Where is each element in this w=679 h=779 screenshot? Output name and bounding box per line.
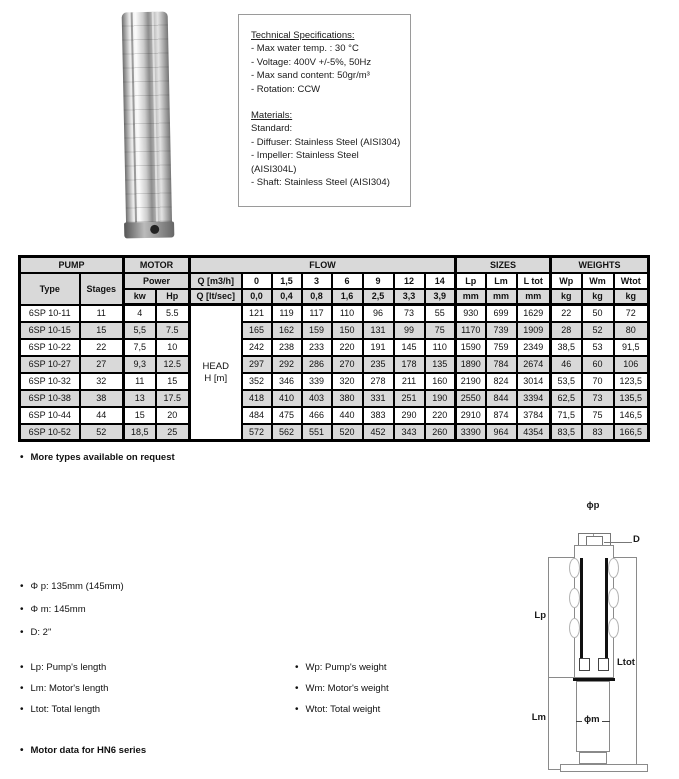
flow-tick-lt: 0,0: [242, 289, 272, 305]
col-stages: Stages: [80, 273, 124, 305]
table-cell: 178: [394, 356, 425, 373]
pump-photo-motor-cap: [124, 221, 174, 238]
table-cell: 117: [302, 305, 332, 322]
table-cell: 25: [156, 424, 190, 441]
table-cell: 292: [272, 356, 302, 373]
table-cell: 5,5: [124, 322, 156, 339]
table-cell: 1590: [456, 339, 486, 356]
table-cell: 297: [242, 356, 272, 373]
unit-kg: kg: [551, 289, 582, 305]
table-cell: 352: [242, 373, 272, 390]
table-cell: 15: [124, 407, 156, 424]
table-cell: 60: [582, 356, 614, 373]
table-cell: 220: [332, 339, 363, 356]
table-cell: 123,5: [614, 373, 649, 390]
pump-bump: [608, 558, 619, 578]
table-cell: 110: [425, 339, 456, 356]
cable-guard-right: [605, 558, 608, 658]
table-cell: 383: [363, 407, 394, 424]
flow-tick: 12: [394, 273, 425, 289]
flow-tick: 6: [332, 273, 363, 289]
table-cell: 75: [582, 407, 614, 424]
table-cell: 6SP 10-11: [20, 305, 80, 322]
pump-photo-cable-port: [150, 225, 159, 234]
motor-foot: [579, 752, 607, 764]
table-cell: 475: [272, 407, 302, 424]
table-cell: 53: [582, 339, 614, 356]
table-cell: 320: [332, 373, 363, 390]
table-cell: 121: [242, 305, 272, 322]
tech-specs-box: [238, 14, 411, 207]
table-row: [20, 305, 649, 322]
table-cell: 12.5: [156, 356, 190, 373]
table-cell: 80: [614, 322, 649, 339]
flow-tick-lt: 0,4: [272, 289, 302, 305]
table-cell: 930: [456, 305, 486, 322]
table-cell: 83,5: [551, 424, 582, 441]
table-cell: 15: [80, 322, 124, 339]
note-phi-m: • Φ m: 145mm: [20, 604, 86, 615]
note-ltot: • Ltot: Total length: [20, 704, 100, 715]
note-more-types: • More types available on request: [20, 452, 175, 463]
table-cell: 346: [272, 373, 302, 390]
table-cell: 9,3: [124, 356, 156, 373]
table-cell: 160: [425, 373, 456, 390]
table-cell: 190: [425, 390, 456, 407]
unit-mm: mm: [517, 289, 551, 305]
pump-photo-stage-bands: [122, 12, 172, 227]
table-cell: 7.5: [156, 322, 190, 339]
table-cell: 28: [551, 322, 582, 339]
table-cell: 2910: [456, 407, 486, 424]
table-cell: 6SP 10-52: [20, 424, 80, 441]
table-cell: 551: [302, 424, 332, 441]
table-cell: 220: [425, 407, 456, 424]
table-cell: 339: [302, 373, 332, 390]
table-cell: 15: [156, 373, 190, 390]
table-cell: 1170: [456, 322, 486, 339]
table-cell: 2550: [456, 390, 486, 407]
table-cell: 150: [332, 322, 363, 339]
note-lp: • Lp: Pump's length: [20, 662, 106, 673]
pump-photo-body: [122, 12, 172, 227]
table-cell: 110: [332, 305, 363, 322]
pump-bump: [569, 558, 580, 578]
table-cell: 46: [551, 356, 582, 373]
note-motor-data: • Motor data for HN6 series: [20, 745, 146, 756]
table-cell: 159: [302, 322, 332, 339]
table-cell: 278: [363, 373, 394, 390]
flow-tick: 9: [363, 273, 394, 289]
table-row: [20, 356, 649, 373]
note-wp: • Wp: Pump's weight: [295, 662, 387, 673]
unit-mm: mm: [486, 289, 517, 305]
table-cell: 331: [363, 390, 394, 407]
pump-spec-table: [18, 255, 650, 442]
flow-tick-lt: 2,5: [363, 289, 394, 305]
table-cell: 44: [80, 407, 124, 424]
table-cell: 146,5: [614, 407, 649, 424]
table-cell: 440: [332, 407, 363, 424]
group-weights: WEIGHTS: [551, 257, 649, 273]
table-cell: 2190: [456, 373, 486, 390]
table-row: [20, 390, 649, 407]
spec-line: - Max water temp. : 30 °C: [251, 43, 359, 55]
table-cell: 260: [425, 424, 456, 441]
table-cell: 6SP 10-22: [20, 339, 80, 356]
table-cell: 452: [363, 424, 394, 441]
table-cell: 824: [486, 373, 517, 390]
dimension-diagram: [520, 500, 679, 779]
table-cell: 235: [363, 356, 394, 373]
cable-guard-left: [580, 558, 583, 658]
note-lm: • Lm: Motor's length: [20, 683, 108, 694]
col-wm: Wm: [582, 273, 614, 289]
table-cell: 964: [486, 424, 517, 441]
header-row: [20, 273, 649, 289]
table-cell: 844: [486, 390, 517, 407]
table-cell: 520: [332, 424, 363, 441]
table-cell: 242: [242, 339, 272, 356]
table-cell: 3014: [517, 373, 551, 390]
unit-kg: kg: [614, 289, 649, 305]
table-cell: 96: [363, 305, 394, 322]
spec-line: - Max sand content: 50gr/m³: [251, 70, 370, 82]
table-cell: 27: [80, 356, 124, 373]
table-cell: 106: [614, 356, 649, 373]
table-cell: 6SP 10-32: [20, 373, 80, 390]
group-header-row: [20, 257, 649, 273]
table-cell: 5.5: [156, 305, 190, 322]
table-cell: 13: [124, 390, 156, 407]
col-wp: Wp: [551, 273, 582, 289]
table-cell: 403: [302, 390, 332, 407]
table-cell: 6SP 10-15: [20, 322, 80, 339]
tech-specs-title: Technical Specifications:: [251, 30, 355, 41]
table-cell: 211: [394, 373, 425, 390]
table-cell: 91,5: [614, 339, 649, 356]
spec-line: Standard:: [251, 123, 293, 135]
table-cell: 238: [272, 339, 302, 356]
pump-bump: [608, 588, 619, 608]
table-cell: 191: [363, 339, 394, 356]
table-cell: 233: [302, 339, 332, 356]
col-lp: Lp: [456, 273, 486, 289]
table-cell: 131: [363, 322, 394, 339]
spec-line: - Rotation: CCW: [251, 83, 321, 95]
table-cell: 251: [394, 390, 425, 407]
unit-kg: kg: [582, 289, 614, 305]
diagram-label-d: D: [633, 534, 640, 545]
flow-tick-lt: 0,8: [302, 289, 332, 305]
table-cell: 50: [582, 305, 614, 322]
table-cell: 6SP 10-27: [20, 356, 80, 373]
table-cell: 83: [582, 424, 614, 441]
table-row: [20, 373, 649, 390]
table-cell: 270: [332, 356, 363, 373]
diagram-label-ltot: Ltot: [617, 657, 635, 668]
table-cell: 75: [425, 322, 456, 339]
table-cell: 6SP 10-44: [20, 407, 80, 424]
table-cell: 759: [486, 339, 517, 356]
table-cell: 70: [582, 373, 614, 390]
head-column-cell: [190, 305, 242, 441]
table-cell: 418: [242, 390, 272, 407]
col-q-ltsec: Q [lt/sec]: [190, 289, 242, 305]
note-phi-p: • Φ p: 135mm (145mm): [20, 581, 124, 592]
table-cell: 484: [242, 407, 272, 424]
spec-line: - Impeller: Stainless Steel (AISI304L): [251, 150, 359, 175]
diagram-label-lm: Lm: [531, 712, 546, 723]
table-cell: 62,5: [551, 390, 582, 407]
materials-title: Materials:: [251, 110, 293, 122]
table-cell: 699: [486, 305, 517, 322]
note-d: • D: 2": [20, 627, 51, 638]
flow-tick: 14: [425, 273, 456, 289]
head-unit-label: H [m]: [204, 372, 228, 384]
table-cell: 135,5: [614, 390, 649, 407]
table-cell: 71,5: [551, 407, 582, 424]
unit-mm: mm: [456, 289, 486, 305]
table-cell: 32: [80, 373, 124, 390]
spec-line: - Voltage: 400V +/-5%, 50Hz: [251, 56, 372, 68]
suction-detail-right: [598, 658, 609, 671]
table-cell: 1629: [517, 305, 551, 322]
table-cell: 135: [425, 356, 456, 373]
note-wtot: • Wtot: Total weight: [295, 704, 380, 715]
table-cell: 38: [80, 390, 124, 407]
diagram-label-phi-m: ϕm: [584, 714, 600, 725]
table-row: [20, 424, 649, 441]
pump-bump: [608, 618, 619, 638]
table-cell: 165: [242, 322, 272, 339]
group-flow: FLOW: [190, 257, 456, 273]
table-cell: 2349: [517, 339, 551, 356]
group-pump: PUMP: [20, 257, 124, 273]
spec-line: - Shaft: Stainless Steel (AISI304): [251, 177, 390, 189]
table-cell: 22: [551, 305, 582, 322]
table-cell: 52: [80, 424, 124, 441]
diagram-label-phi-p: ϕp: [586, 500, 600, 511]
pump-bump: [569, 618, 580, 638]
note-wm: • Wm: Motor's weight: [295, 683, 389, 694]
table-cell: 466: [302, 407, 332, 424]
table-cell: 162: [272, 322, 302, 339]
flow-tick: 3: [302, 273, 332, 289]
col-wtot: Wtot: [614, 273, 649, 289]
pump-product-photo: [114, 11, 181, 238]
phi-p-dim-line: [578, 533, 611, 534]
table-cell: 572: [242, 424, 272, 441]
pump-bump: [569, 588, 580, 608]
table-cell: 17.5: [156, 390, 190, 407]
table-cell: 410: [272, 390, 302, 407]
group-motor: MOTOR: [124, 257, 190, 273]
flow-tick: 1,5: [272, 273, 302, 289]
table-cell: 2674: [517, 356, 551, 373]
unit-kw: kw: [124, 289, 156, 305]
table-cell: 343: [394, 424, 425, 441]
table-cell: 4: [124, 305, 156, 322]
flow-tick-lt: 3,3: [394, 289, 425, 305]
table-cell: 145: [394, 339, 425, 356]
table-cell: 53,5: [551, 373, 582, 390]
col-type: Type: [20, 273, 80, 305]
table-cell: 290: [394, 407, 425, 424]
table-cell: 4354: [517, 424, 551, 441]
table-cell: 52: [582, 322, 614, 339]
base-plate: [560, 764, 648, 772]
table-cell: 73: [582, 390, 614, 407]
suction-detail-left: [579, 658, 590, 671]
head-label: HEAD: [202, 360, 229, 372]
table-cell: 38,5: [551, 339, 582, 356]
table-cell: 1890: [456, 356, 486, 373]
table-cell: 73: [394, 305, 425, 322]
diagram-label-lp: Lp: [534, 610, 546, 621]
table-cell: 7,5: [124, 339, 156, 356]
col-lm: Lm: [486, 273, 517, 289]
table-cell: 3784: [517, 407, 551, 424]
table-cell: 3394: [517, 390, 551, 407]
d-leader-line: [604, 542, 632, 543]
table-cell: 3390: [456, 424, 486, 441]
table-cell: 119: [272, 305, 302, 322]
table-cell: 55: [425, 305, 456, 322]
table-cell: 1909: [517, 322, 551, 339]
col-q-m3h: Q [m3/h]: [190, 273, 242, 289]
table-cell: 562: [272, 424, 302, 441]
group-sizes: SIZES: [456, 257, 551, 273]
table-cell: 11: [80, 305, 124, 322]
table-cell: 874: [486, 407, 517, 424]
table-cell: 72: [614, 305, 649, 322]
table-cell: 6SP 10-38: [20, 390, 80, 407]
table-cell: 10: [156, 339, 190, 356]
table-cell: 286: [302, 356, 332, 373]
spec-line: - Diffuser: Stainless Steel (AISI304): [251, 136, 401, 148]
table-row: [20, 322, 649, 339]
table-row: [20, 407, 649, 424]
col-power: Power: [124, 273, 190, 289]
table-cell: 18,5: [124, 424, 156, 441]
table-cell: 166,5: [614, 424, 649, 441]
flow-tick-lt: 3,9: [425, 289, 456, 305]
flow-tick: 0: [242, 273, 272, 289]
table-row: [20, 339, 649, 356]
spec-table-body: [20, 305, 649, 441]
table-cell: 11: [124, 373, 156, 390]
table-cell: 739: [486, 322, 517, 339]
col-ltot: L tot: [517, 273, 551, 289]
table-cell: 99: [394, 322, 425, 339]
table-cell: 380: [332, 390, 363, 407]
table-cell: 20: [156, 407, 190, 424]
unit-hp: Hp: [156, 289, 190, 305]
flow-tick-lt: 1,6: [332, 289, 363, 305]
table-cell: 22: [80, 339, 124, 356]
table-cell: 784: [486, 356, 517, 373]
